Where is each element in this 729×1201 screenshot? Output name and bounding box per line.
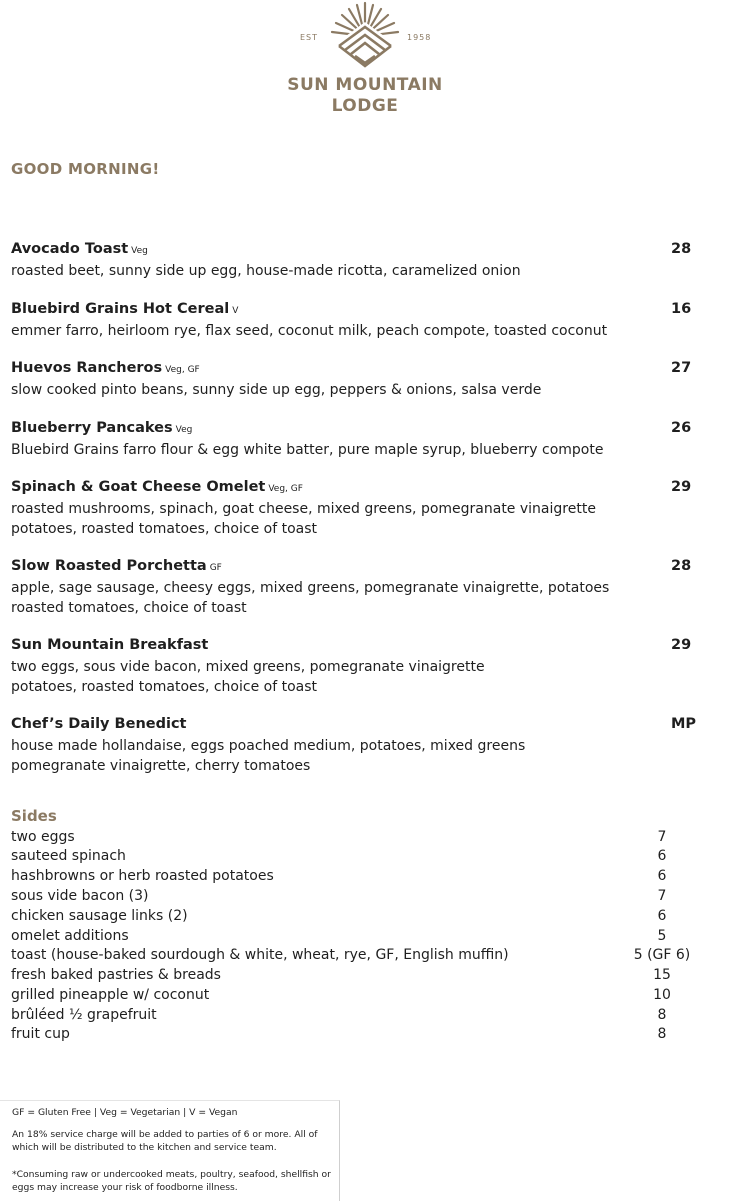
side-item (11, 965, 721, 985)
side-price: 15 (653, 967, 671, 983)
menu-item (11, 714, 721, 776)
item-description: roasted mushrooms, spinach, goat cheese, mixed greens, pomegranate vinaigrette (11, 501, 596, 517)
menu-item (11, 477, 721, 539)
side-name: fresh baked pastries & breads (11, 967, 221, 983)
item-price: 16 (671, 301, 692, 317)
item-tag: Veg (175, 425, 193, 435)
item-description: two eggs, sous vide bacon, mixed greens, pomegranate vinaigrette (11, 659, 485, 675)
sun-mountain-emblem-icon (327, 0, 403, 72)
item-tag: GF (209, 563, 222, 573)
side-name: sauteed spinach (11, 848, 126, 864)
foodborne-illness-warning: *Consuming raw or undercooked meats, poultry, seafood, shellfish or eggs may increase your risk of foodborne illness. (12, 1169, 331, 1193)
brand-name-line2: LODGE (331, 96, 399, 116)
item-tag: Veg (131, 246, 148, 256)
item-tag: V (232, 306, 239, 316)
footer-notes (0, 1100, 340, 1201)
item-tag: Veg, GF (165, 365, 200, 375)
side-name: sous vide bacon (3) (11, 888, 149, 904)
side-price: 7 (657, 829, 667, 845)
side-price: 8 (657, 1026, 667, 1042)
item-description: Bluebird Grains farro flour & egg white batter, pure maple syrup, blueberry compote (11, 442, 604, 458)
menu-item (11, 635, 721, 697)
item-description: potatoes, roasted tomatoes, choice of toast (11, 679, 317, 695)
menu-item (11, 556, 721, 618)
item-description: emmer farro, heirloom rye, flax seed, coconut milk, peach compote, toasted coconut (11, 323, 608, 339)
menu-item (11, 299, 721, 341)
side-item (11, 866, 721, 886)
side-name: omelet additions (11, 928, 129, 944)
item-price: 28 (671, 558, 692, 574)
side-name: hashbrowns or herb roasted potatoes (11, 868, 274, 884)
item-name: Blueberry Pancakes (11, 420, 173, 436)
menu-heading: GOOD MORNING! (11, 160, 160, 178)
side-price: 6 (657, 868, 667, 884)
side-item (11, 846, 721, 866)
service-charge-note: An 18% service charge will be added to parties of 6 or more. All of which will be distributed to the kitchen and service team. (12, 1129, 318, 1153)
side-name: fruit cup (11, 1026, 70, 1042)
side-price: 6 (657, 908, 667, 924)
item-description: roasted tomatoes, choice of toast (11, 600, 247, 616)
side-name: two eggs (11, 829, 75, 845)
item-description: slow cooked pinto beans, sunny side up egg, peppers & onions, salsa verde (11, 382, 542, 398)
item-tag: Veg, GF (268, 484, 303, 494)
side-price: 5 (GF 6) (633, 947, 691, 963)
side-price: 7 (657, 888, 667, 904)
side-price: 5 (657, 928, 667, 944)
year-label: 1958 (407, 33, 432, 42)
item-name: Bluebird Grains Hot Cereal (11, 301, 230, 317)
side-name: brûléed ½ grapefruit (11, 1007, 157, 1023)
item-price: 26 (671, 420, 692, 436)
side-item (11, 926, 721, 946)
dietary-legend: GF = Gluten Free | Veg = Vegetarian | V = Vegan (12, 1107, 238, 1118)
item-price: 29 (671, 637, 692, 653)
est-label: EST (300, 33, 319, 42)
brand-name-line1: SUN MOUNTAIN (287, 75, 443, 95)
item-description: apple, sage sausage, cheesy eggs, mixed greens, pomegranate vinaigrette, potatoes (11, 580, 610, 596)
side-item (11, 886, 721, 906)
side-price: 8 (657, 1007, 667, 1023)
menu-item (11, 358, 721, 400)
side-name: grilled pineapple w/ coconut (11, 987, 210, 1003)
side-price: 6 (657, 848, 667, 864)
sun-mountain-logo (270, 0, 460, 120)
item-description: potatoes, roasted tomatoes, choice of toast (11, 521, 317, 537)
side-item (11, 906, 721, 926)
side-item (11, 1024, 721, 1044)
side-name: chicken sausage links (2) (11, 908, 188, 924)
item-name: Spinach & Goat Cheese Omelet (11, 479, 266, 495)
menu-item (11, 418, 721, 460)
item-name: Avocado Toast (11, 241, 129, 257)
side-item (11, 945, 721, 965)
item-price: 27 (671, 360, 692, 376)
sides-heading: Sides (11, 807, 57, 825)
side-item (11, 985, 721, 1005)
side-name: toast (house-baked sourdough & white, wheat, rye, GF, English muffin) (11, 947, 509, 963)
side-item (11, 827, 721, 847)
side-price: 10 (653, 987, 671, 1003)
item-description: house made hollandaise, eggs poached medium, potatoes, mixed greens (11, 738, 526, 754)
menu-item (11, 239, 721, 281)
item-name: Slow Roasted Porchetta (11, 558, 207, 574)
item-name: Huevos Rancheros (11, 360, 163, 376)
item-price: 28 (671, 241, 692, 257)
item-name: Chef’s Daily Benedict (11, 716, 187, 732)
item-price: 29 (671, 479, 692, 495)
item-description: pomegranate vinaigrette, cherry tomatoes (11, 758, 311, 774)
item-price: MP (671, 716, 697, 732)
item-name: Sun Mountain Breakfast (11, 637, 209, 653)
item-description: roasted beet, sunny side up egg, house-made ricotta, caramelized onion (11, 263, 521, 279)
side-item (11, 1005, 721, 1025)
